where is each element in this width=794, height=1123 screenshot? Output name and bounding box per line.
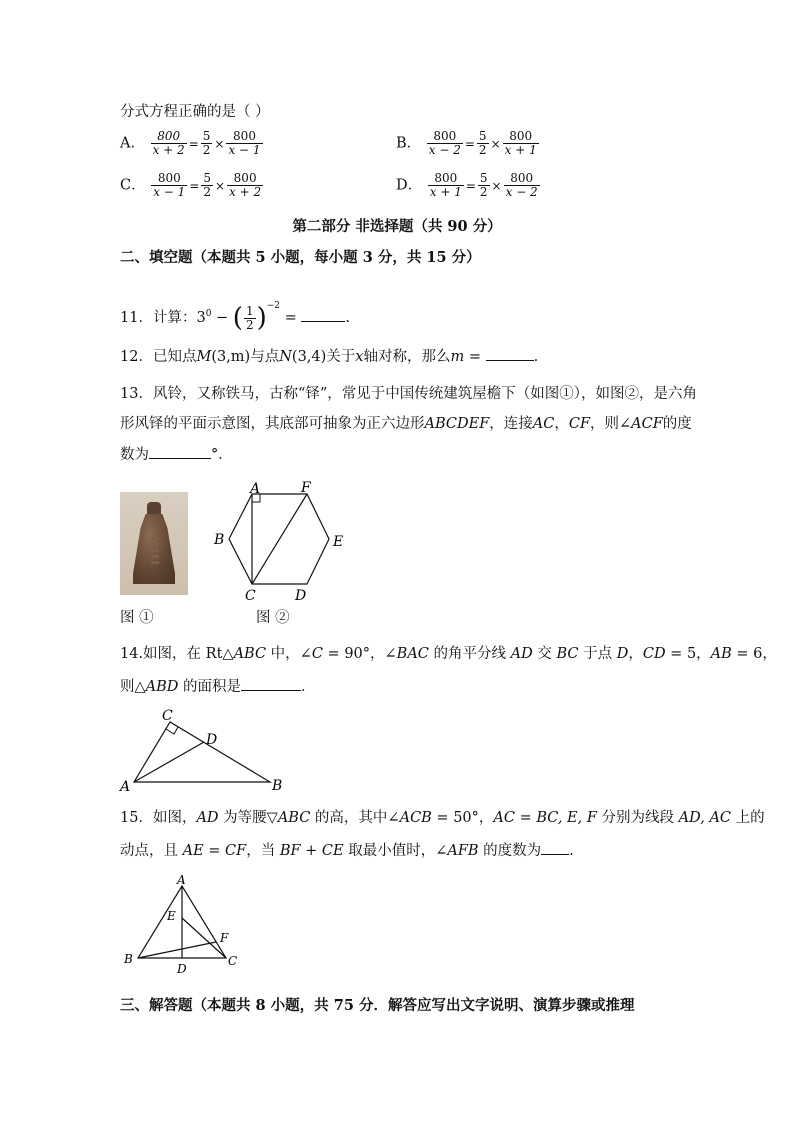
fraction: $\frac{800}{x - 2}$	[505, 171, 538, 199]
label-c: C	[228, 954, 238, 968]
label-a: A	[120, 779, 131, 794]
option-letter: C．	[120, 177, 146, 194]
fraction: $\frac{800}{x + 2}$	[152, 129, 185, 157]
q11-line: 11．计算：$3^0$ − ( $\frac{1}{2}$ )$^{-2}$ = .	[120, 301, 351, 333]
times-sign: ×	[215, 178, 226, 193]
answer-blank[interactable]	[301, 307, 345, 322]
base: 3	[196, 310, 206, 326]
wind-chime-photo	[120, 492, 188, 595]
times-sign: ×	[490, 136, 501, 151]
label-e: E	[333, 534, 344, 550]
label-e: E	[167, 909, 176, 923]
q10-option-a[interactable]	[120, 130, 264, 157]
q12-line: 12．已知点M(3,m)与点N(3,4)关于x轴对称，那么m = .	[120, 346, 538, 367]
option-letter: B．	[396, 135, 422, 152]
fraction: $\frac{800}{x - 1}$	[153, 171, 186, 199]
fraction: $\frac{800}{x + 1}$	[429, 171, 462, 199]
equals-sign: =	[465, 178, 476, 193]
exponent: −2	[266, 301, 281, 311]
section-heading: 二、填空题（本题共 5 小题，每小题 3 分，共 15 分）	[120, 249, 481, 266]
times-sign: ×	[491, 178, 502, 193]
q14-line-2: 则△ABD 的面积是 ．	[120, 676, 316, 697]
option-letter: A．	[120, 135, 145, 152]
bell-inscription	[151, 537, 159, 567]
label-a: A	[177, 873, 186, 887]
left-paren: (	[232, 303, 243, 333]
answer-blank[interactable]	[541, 840, 569, 855]
segment-bf	[138, 942, 216, 958]
answer-blank[interactable]	[149, 444, 211, 459]
q13-line-1: 13．风铃，又称铁马，古称“铎”，常见于中国传统建筑屋檐下（如图①），如图②，是六角	[120, 386, 698, 402]
answer-blank[interactable]	[486, 346, 534, 361]
fraction: $\frac{5}{2}$	[478, 129, 487, 157]
segment-ad	[134, 742, 204, 782]
q13-line-3: 数为 °．	[120, 444, 233, 465]
label-f: F	[220, 931, 229, 945]
label-c: C	[162, 708, 173, 724]
isosceles-triangle-diagram	[118, 872, 258, 980]
label-a: A	[250, 481, 261, 497]
label-b: B	[272, 778, 283, 794]
right-angle-mark	[166, 727, 178, 734]
option-letter: D．	[396, 177, 423, 194]
q10-option-c[interactable]	[120, 172, 264, 199]
fraction: $\frac{800}{x + 2}$	[229, 171, 262, 199]
part-title: 第二部分 非选择题（共 90 分）	[292, 218, 502, 235]
q10-option-b[interactable]	[396, 130, 540, 157]
fraction: $\frac{5}{2}$	[479, 171, 488, 199]
right-paren: )	[256, 303, 267, 333]
fraction: $\frac{800}{x - 2}$	[428, 129, 461, 157]
q15-line-2: 动点，且 AE = CF，当 BF + CE 取最小值时，∠AFB 的度数为 .	[120, 840, 574, 861]
equals-sign: =	[189, 178, 200, 193]
label-d: D	[206, 732, 218, 748]
q15-line-1: 15．如图，AD 为等腰▽ABC 的高，其中∠ACB = 50°，AC = BC, E, F 分别为线段 AD, AC 上的	[120, 810, 765, 826]
equals-sign: =	[188, 136, 199, 151]
fraction: $\frac{800}{x + 1}$	[504, 129, 537, 157]
answer-blank[interactable]	[241, 676, 301, 691]
fraction: $\frac{1}{2}$	[245, 303, 254, 332]
label-f: F	[301, 480, 311, 496]
triangle-abd-diagram	[112, 704, 292, 794]
figure-caption-1: 图 ①	[120, 610, 154, 626]
q13-line-2: 形风铎的平面示意图，其底部可抽象为正六边形ABCDEF，连接AC，CF，则∠ACF的度	[120, 416, 692, 432]
exponent: 0	[205, 309, 212, 320]
fraction: $\frac{800}{x - 1}$	[228, 129, 261, 157]
label-b: B	[214, 532, 225, 548]
label-d: D	[177, 962, 187, 976]
q14-line-1: 14.如图，在 Rt△ABC 中，∠C = 90°，∠BAC 的角平分线 AD 交 BC 于点 D，CD = 5，AB = 6，	[120, 646, 777, 662]
section-heading: 三、解答题（本题共 8 小题，共 75 分．解答应写出文字说明、演算步骤或推理	[120, 997, 635, 1014]
figure-caption-2: 图 ②	[256, 610, 290, 626]
q10-intro: 分式方程正确的是（ ）	[120, 104, 270, 120]
label-d: D	[295, 588, 307, 604]
label-b: B	[124, 952, 133, 966]
equals-sign: =	[464, 136, 475, 151]
hexagon-diagram	[205, 476, 355, 606]
triangle-abc	[134, 722, 270, 782]
segment-cf	[252, 494, 307, 584]
times-sign: ×	[214, 136, 225, 151]
label-c: C	[245, 588, 256, 604]
fraction: $\frac{5}{2}$	[202, 129, 211, 157]
q10-option-d[interactable]	[396, 172, 541, 199]
fraction: $\frac{5}{2}$	[203, 171, 212, 199]
